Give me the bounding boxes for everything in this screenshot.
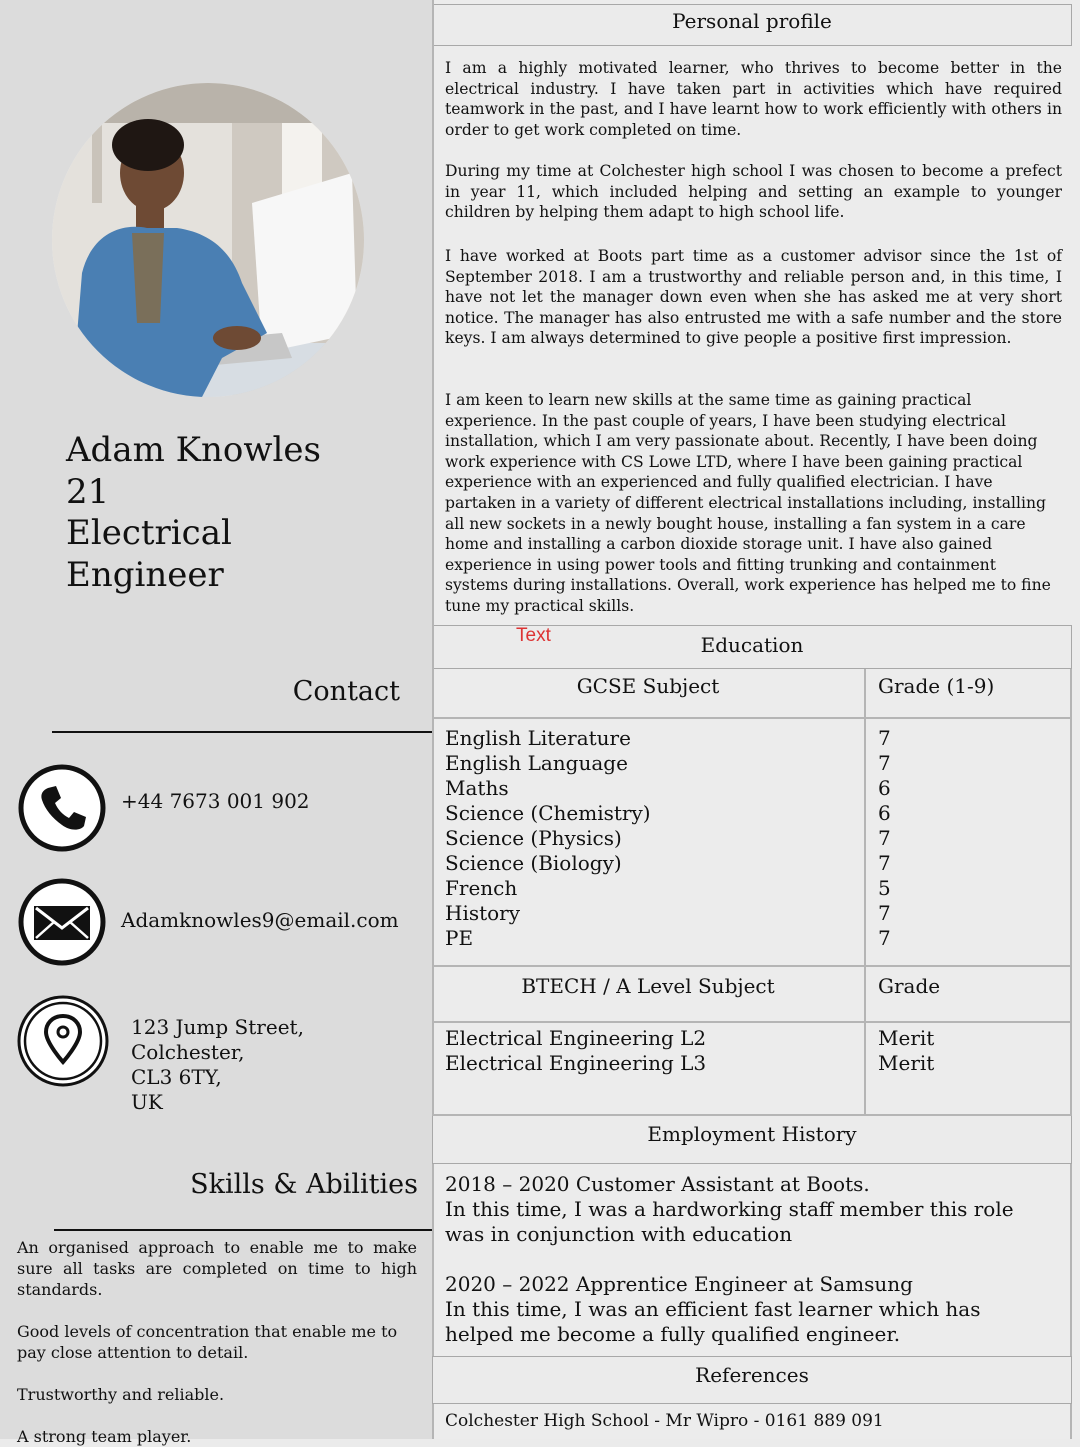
btech-column-header: BTECH / A Level Subject bbox=[521, 974, 775, 998]
email-icon bbox=[18, 878, 106, 966]
gcse-grade: 7 bbox=[878, 826, 891, 850]
skill-item: A strong team player. bbox=[17, 1427, 192, 1446]
grid-line bbox=[432, 1021, 1072, 1023]
employment-heading: Employment History bbox=[432, 1116, 1072, 1164]
job-title: 2020 – 2022 Apprentice Engineer at Samsung bbox=[445, 1272, 913, 1296]
candidate-age: 21 bbox=[66, 471, 110, 512]
address-line: UK bbox=[131, 1090, 163, 1114]
gcse-subject: Science (Physics) bbox=[445, 826, 622, 850]
contact-divider bbox=[52, 731, 432, 733]
gcse-grade: 7 bbox=[878, 851, 891, 875]
grid-line bbox=[1070, 669, 1072, 1439]
gcse-subject-list bbox=[445, 726, 651, 951]
reference-item: Colchester High School - Mr Wipro - 0161 889 091 bbox=[445, 1411, 884, 1431]
job-description: In this time, I was an efficient fast learner which has helped me become a fully qualified engineer. bbox=[445, 1297, 981, 1346]
gcse-subject: PE bbox=[445, 926, 474, 950]
gcse-grade: 5 bbox=[878, 876, 891, 900]
gcse-grade-list bbox=[878, 726, 891, 951]
placeholder-text-box[interactable]: Text bbox=[516, 625, 551, 646]
gcse-subject: English Language bbox=[445, 751, 628, 775]
candidate-name-block bbox=[66, 430, 321, 596]
profile-paragraph: During my time at Colchester high school I was chosen to become a prefect in year 11, which included helping and setting an example to younger children by helping them adapt to high school life. bbox=[445, 162, 1062, 222]
gcse-grade-column-header: Grade (1-9) bbox=[878, 674, 995, 698]
btech-grade-column-header: Grade bbox=[878, 974, 941, 998]
job-title: 2018 – 2020 Customer Assistant at Boots. bbox=[445, 1172, 870, 1196]
gcse-grade: 7 bbox=[878, 726, 891, 750]
gcse-subject: Science (Chemistry) bbox=[445, 801, 651, 825]
candidate-name: Adam Knowles bbox=[66, 430, 321, 470]
phone-icon bbox=[18, 764, 106, 852]
references-heading: References bbox=[432, 1356, 1072, 1404]
grid-line bbox=[432, 717, 1072, 719]
skill-item: Good levels of concentration that enable me to pay close attention to detail. bbox=[17, 1322, 398, 1362]
btech-grade: Merit bbox=[878, 1026, 935, 1050]
grid-line bbox=[432, 0, 434, 1439]
candidate-title-line1: Electrical bbox=[66, 513, 232, 553]
address-block bbox=[131, 1015, 304, 1115]
gcse-subject: Science (Biology) bbox=[445, 851, 622, 875]
skill-item: An organised approach to enable me to make sure all tasks are completed on time to high standards. bbox=[17, 1238, 417, 1299]
profile-paragraph: I have worked at Boots part time as a customer advisor since the 1st of September 2018. I am a trustworthy and reliable person and, in this time, I have not let the manager down even when she has asked me at very short notice. The manager has also entrusted me with a safe number and the store keys. I am always determined to give people a positive first impression. bbox=[445, 247, 1062, 348]
btech-grade: Merit bbox=[878, 1051, 935, 1075]
gcse-subject: Maths bbox=[445, 776, 509, 800]
gcse-subject: English Literature bbox=[445, 726, 631, 750]
gcse-subject: History bbox=[445, 901, 521, 925]
skills-heading: Skills & Abilities bbox=[190, 1169, 418, 1200]
contact-heading: Contact bbox=[292, 676, 400, 707]
profile-heading: Personal profile bbox=[432, 4, 1072, 46]
grid-line bbox=[432, 965, 1072, 967]
employment-list bbox=[445, 1172, 1045, 1347]
address-line: CL3 6TY, bbox=[131, 1065, 222, 1089]
btech-subject: Electrical Engineering L3 bbox=[445, 1051, 707, 1075]
gcse-grade: 7 bbox=[878, 751, 891, 775]
gcse-grade: 7 bbox=[878, 926, 891, 950]
gcse-grade: 6 bbox=[878, 776, 891, 800]
btech-subject: Electrical Engineering L2 bbox=[445, 1026, 707, 1050]
job-description: In this time, I was a hardworking staff member this role was in conjunction with education bbox=[445, 1197, 1014, 1246]
skill-item: Trustworthy and reliable. bbox=[17, 1385, 225, 1404]
phone-number[interactable]: +44 7673 001 902 bbox=[121, 789, 310, 813]
location-pin-icon bbox=[16, 994, 110, 1088]
profile-paragraph: I am keen to learn new skills at the same time as gaining practical experience. In the past couple of years, I have been studying electrical installation, which I am very passionate about. Recently, I have been doing work experience with CS Lowe LTD, where I have been gaining practical experience with an experienced and fully qualified electrician. I have partaken in a variety of different electrical installations including, installing all new sockets in a newly bought house, installing a fan system in a care home and installing a carbon dioxide storage unit. I have also gained experience in using power tools and fitting trunking and containment systems during installations. Overall, work experience has helped me to fine tune my practical skills. bbox=[445, 391, 1051, 615]
spacer bbox=[445, 1247, 1045, 1272]
gcse-column-header: GCSE Subject bbox=[576, 674, 720, 698]
address-line: 123 Jump Street, bbox=[131, 1015, 304, 1039]
profile-paragraph: I am a highly motivated learner, who thrives to become better in the electrical industry. I have taken part in activities which have required teamwork in the past, and I have learnt how to work efficiently with others in order to get work completed on time. bbox=[445, 59, 1062, 139]
btech-subject-list bbox=[445, 1026, 706, 1076]
gcse-grade: 7 bbox=[878, 901, 891, 925]
grid-line bbox=[864, 669, 866, 1116]
address-line: Colchester, bbox=[131, 1040, 245, 1064]
candidate-title-line2: Engineer bbox=[66, 554, 224, 595]
gcse-grade: 6 bbox=[878, 801, 891, 825]
profile-photo bbox=[52, 83, 364, 397]
skills-list bbox=[17, 1237, 417, 1447]
email-address[interactable]: Adamknowles9@email.com bbox=[121, 908, 399, 932]
education-heading: Education bbox=[432, 625, 1072, 669]
skills-divider bbox=[54, 1229, 432, 1231]
gcse-subject: French bbox=[445, 876, 518, 900]
btech-grade-list bbox=[878, 1026, 934, 1076]
